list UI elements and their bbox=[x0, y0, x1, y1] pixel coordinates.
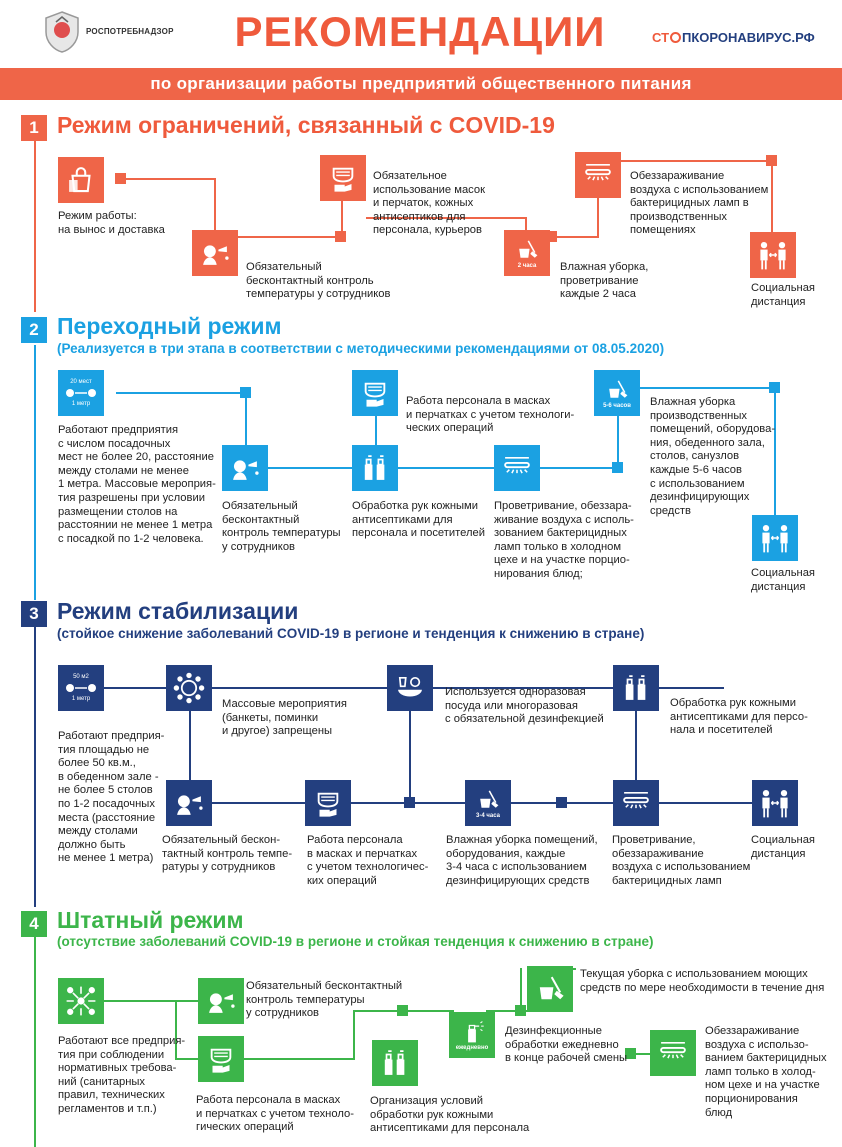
s3-line bbox=[635, 710, 637, 780]
s1-node bbox=[335, 231, 346, 242]
section-4-subtitle: (отсутствие заболеваний COVID-19 в регионе и стойкая тенденция к снижению в стране) bbox=[57, 934, 654, 949]
s1-line bbox=[620, 160, 772, 162]
s1-mask-gloves-icon bbox=[320, 155, 366, 201]
s4-network-icon bbox=[58, 978, 104, 1024]
s4-node bbox=[515, 1005, 526, 1016]
s2-cleaning-icon bbox=[594, 370, 640, 416]
org-name: РОСПОТРЕБНАДЗОР bbox=[86, 27, 174, 36]
s2-uv-lamp-icon bbox=[494, 445, 540, 491]
s3-node bbox=[404, 797, 415, 808]
section-1-number: 1 bbox=[21, 115, 47, 141]
s3-text-area: Работают предприя- тия площадью не более 50 кв.м., в обеденном зале - не более 5 столов по 1-2 посадочных места (расстояние между столами должно быть не менее 1 метра) bbox=[58, 730, 165, 865]
s2-node bbox=[612, 462, 623, 473]
s2-seating-icon bbox=[58, 370, 104, 416]
table-distance-icon bbox=[64, 680, 98, 696]
s3-events-icon bbox=[166, 665, 212, 711]
s2-thermometer-icon bbox=[222, 445, 268, 491]
s2-text-cleaning: Влажная уборка производственных помещений, оборудова- ния, обеденного зала, столов, санузлов каждые 5-6 часов с использованием дезинфицирующих средств bbox=[650, 396, 776, 517]
s4-line bbox=[104, 1000, 199, 1002]
s4-sanitizer-icon bbox=[372, 1040, 418, 1086]
s2-text-capacity: Работают предприятия с числом посадочных мест не более 20, расстояние между столами не менее 1 метра. Массовые мероприя- тия разрешены при условии размещении столов на расстоянии не менее 1 метра с посадкой по 1-2 человека. bbox=[58, 424, 216, 545]
s3-dishes-icon bbox=[387, 665, 433, 711]
s3-thermometer-icon bbox=[166, 780, 212, 826]
s2-line bbox=[617, 415, 619, 467]
s1-uv-lamp-icon bbox=[575, 152, 621, 198]
subtitle-banner: по организации работы предприятий общественного питания bbox=[0, 68, 842, 100]
s2-distance-icon bbox=[752, 515, 798, 561]
s3-uv-lamp-icon bbox=[613, 780, 659, 826]
s4-uv-lamp-icon bbox=[650, 1030, 696, 1076]
section-2-title: Переходный режим bbox=[57, 313, 282, 339]
s2-node bbox=[769, 382, 780, 393]
s2-line bbox=[116, 392, 246, 394]
s1-line bbox=[597, 196, 599, 238]
s4-text-all-enterprises: Работают все предприя- тия при соблюдении нормативных требова- ний (санитарных правил, технических регламентов и т.п.) bbox=[58, 1035, 186, 1115]
table-distance-icon bbox=[64, 385, 98, 401]
s1-line bbox=[120, 178, 215, 180]
s1-line bbox=[771, 160, 773, 235]
rospotrebnadzor-logo bbox=[42, 10, 82, 54]
s3-text-cleaning: Влажная уборка помещений, оборудования, каждые 3-4 часа с использованием дезинфицирующих средств bbox=[446, 834, 598, 887]
s4-text-disinfection: Дезинфекционные обработки ежедневно в конце рабочей смены bbox=[505, 1025, 628, 1065]
s3-text-distance: Социальная дистанция bbox=[751, 834, 815, 860]
section-4-number: 4 bbox=[21, 911, 47, 937]
timeline-s1 bbox=[34, 140, 36, 312]
s3-mask-gloves-icon bbox=[305, 780, 351, 826]
s2-text-ventilation: Проветривание, обеззара- живание воздуха с исполь- зованием бактерицидных ламп только в холодном цехе и на участке порцио- нирования блюд; bbox=[494, 500, 634, 580]
s1-2h-label: 2 часа bbox=[517, 263, 537, 269]
s3-1m-label: 1 метр bbox=[71, 696, 91, 702]
timeline-s4 bbox=[34, 937, 36, 1147]
s4-daily-label: ежедневно bbox=[455, 1045, 489, 1051]
s4-thermometer-icon bbox=[198, 978, 244, 1024]
section-3-title: Режим стабилизации bbox=[57, 598, 299, 624]
s1-text-lamps: Обеззараживание воздуха с использованием бактерицидных ламп в производственных помещениях bbox=[630, 170, 769, 237]
s2-line bbox=[268, 467, 618, 469]
s2-sanitizer-icon bbox=[352, 445, 398, 491]
section-2-subtitle: (Реализуется в три этапа в соответствии с методическими рекомендациями от 08.05.2020) bbox=[57, 341, 665, 356]
s1-node bbox=[115, 173, 126, 184]
s1-takeaway-icon bbox=[58, 157, 104, 203]
s2-text-sanitizer: Обработка рук кожными антисептиками для персонала и посетителей bbox=[352, 500, 486, 540]
s2-node bbox=[240, 387, 251, 398]
s3-text-temperature: Обязательный бескон- тактный контроль темпе- ратуры у сотрудников bbox=[162, 834, 293, 874]
virus-icon bbox=[670, 32, 681, 43]
s1-cleaning-icon bbox=[504, 230, 550, 276]
section-2-number: 2 bbox=[21, 317, 47, 343]
s1-text-cleaning: Влажная уборка, проветривание каждые 2 часа bbox=[560, 261, 649, 301]
s3-text-dishes: Используется одноразовая посуда или многоразовая с обязательной дезинфекцией bbox=[445, 686, 604, 726]
section-4-title: Штатный режим bbox=[57, 907, 244, 933]
s4-text-sanitizer: Организация условий обработки рук кожными антисептиками для персонала bbox=[370, 1095, 530, 1135]
timeline-s2 bbox=[34, 345, 36, 600]
s1-thermometer-icon bbox=[192, 230, 238, 276]
s4-text-cleaning: Текущая уборка с использованием моющих средств по мере необходимости в течение дня bbox=[580, 968, 825, 994]
page-title: РЕКОМЕНДАЦИИ bbox=[234, 8, 606, 55]
s1-text-takeaway: Режим работы: на вынос и доставка bbox=[58, 210, 165, 236]
s3-distance-icon bbox=[752, 780, 798, 826]
section-1-title: Режим ограничений, связанный с COVID-19 bbox=[57, 112, 555, 138]
s2-5-6h-label: 5-6 часов bbox=[603, 403, 631, 409]
s1-text-masks: Обязательное использование масок и перчаток, кожных антисептиков для персонала, курьеров bbox=[373, 170, 486, 237]
s4-disinfection-icon bbox=[449, 1012, 495, 1058]
section-3-number: 3 bbox=[21, 601, 47, 627]
s3-line bbox=[189, 710, 191, 780]
s4-cleaning-icon bbox=[527, 966, 573, 1012]
s3-seating-icon bbox=[58, 665, 104, 711]
timeline-s3 bbox=[34, 627, 36, 907]
emblem-icon bbox=[42, 10, 82, 54]
s1-node bbox=[766, 155, 777, 166]
s3-cleaning-icon bbox=[465, 780, 511, 826]
s3-3-4h-label: 3-4 часа bbox=[476, 813, 500, 819]
s1-distance-icon bbox=[750, 232, 796, 278]
s2-mask-gloves-icon bbox=[352, 370, 398, 416]
s4-text-lamps: Обеззараживание воздуха с использо- ванием бактерицидных ламп только в холод- ном цехе и на участке порционирования блюд bbox=[705, 1025, 827, 1119]
s1-text-distance: Социальная дистанция bbox=[751, 282, 815, 308]
s4-text-temperature: Обязательный бесконтактный контроль температуры у сотрудников bbox=[246, 980, 403, 1020]
s3-text-events: Массовые мероприятия (банкеты, поминки и другое) запрещены bbox=[222, 698, 347, 738]
s3-50m2-label: 50 м2 bbox=[73, 674, 89, 680]
s4-line bbox=[244, 1058, 354, 1060]
s3-line bbox=[409, 710, 411, 800]
s3-sanitizer-icon bbox=[613, 665, 659, 711]
site-name-part2: ПКОРОНАВИРУС.РФ bbox=[682, 30, 815, 45]
s3-text-ventilation: Проветривание, обеззараживание воздуха с использованием бактерицидных ламп bbox=[612, 834, 751, 887]
s2-text-temperature: Обязательный бесконтактный контроль температуры у сотрудников bbox=[222, 500, 341, 553]
s2-text-distance: Социальная дистанция bbox=[751, 567, 815, 593]
s4-mask-gloves-icon bbox=[198, 1036, 244, 1082]
s2-text-masks: Работа персонала в масках и перчатках с учетом технологи- ческих операций bbox=[406, 395, 575, 435]
stopcoronavirus-logo bbox=[652, 30, 815, 45]
s4-text-masks: Работа персонала в масках и перчатках с учетом техноло- гических операций bbox=[196, 1094, 354, 1134]
s2-20-seats-label: 20 мест bbox=[70, 379, 92, 385]
section-3-subtitle: (стойкое снижение заболеваний COVID-19 в регионе и тенденция к снижению в стране) bbox=[57, 626, 645, 641]
s3-node bbox=[556, 797, 567, 808]
site-name-part1: СТ bbox=[652, 30, 670, 45]
s2-line bbox=[640, 387, 775, 389]
s2-1m-label: 1 метр bbox=[71, 401, 91, 407]
s3-text-sanitizer: Обработка рук кожными антисептиками для персо- нала и посетителей bbox=[670, 697, 808, 737]
s3-text-masks: Работа персонала в масках и перчатках с учетом технологичес- ких операций bbox=[307, 834, 429, 887]
s1-text-temperature: Обязательный бесконтактный контроль температуры у сотрудников bbox=[246, 261, 391, 301]
